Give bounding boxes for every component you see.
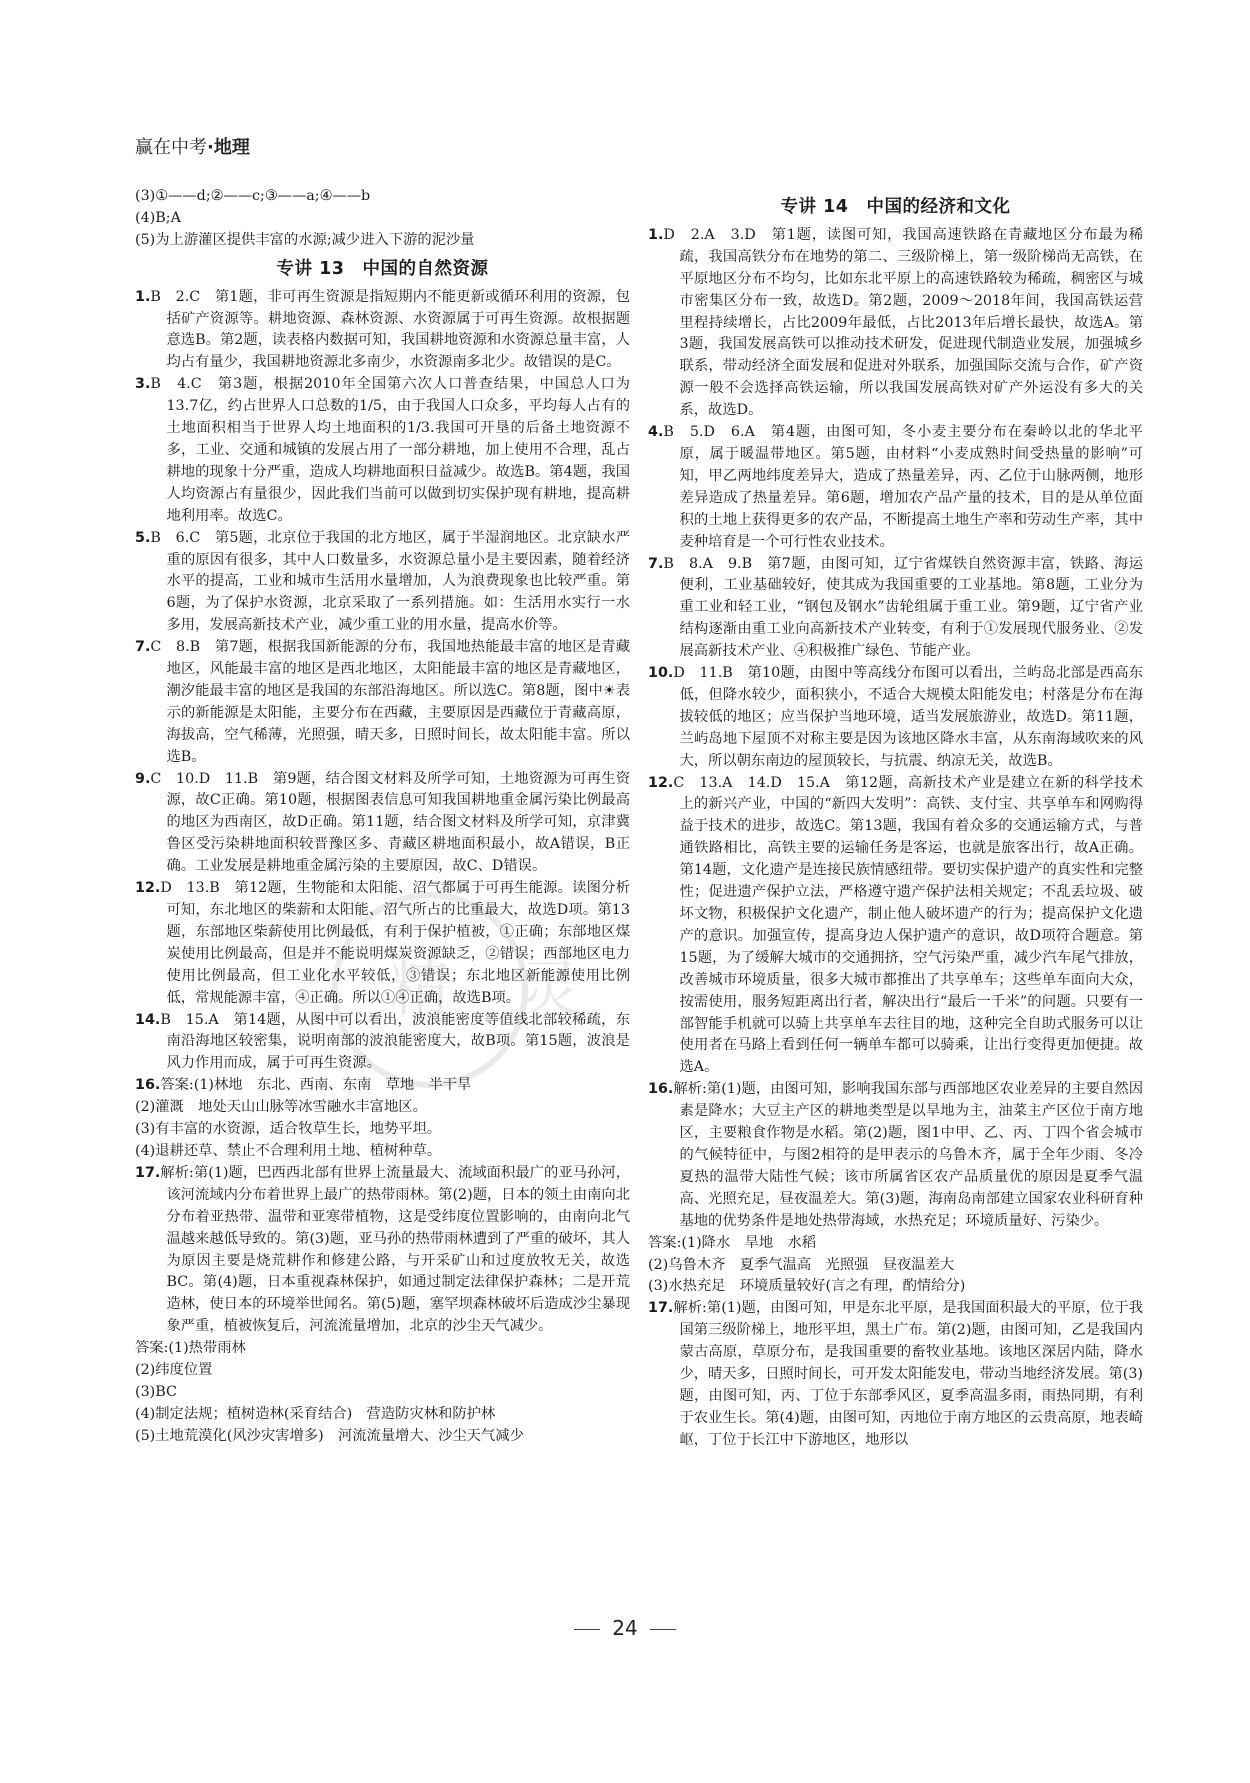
subject-name: 地理 [213,137,250,158]
question-number: 1. [135,288,151,305]
answer-item [135,1010,630,1076]
answer-text: (4)制定法规；植树造林(采育结合) 营造防灾林和防护林 [135,1405,496,1422]
answer-item [135,1426,630,1448]
question-number: 14. [135,1011,161,1028]
prev-answer-line: (3)①——d;②——c;③——a;④——b [135,188,371,204]
answer-text: B 8.A 9.B 第7题，由图可知，辽宁省煤铁自然资源丰富，铁路、海运便利，工业基础较好，使其成为我国重要的工业基地。第8题，工业分为重工业和轻工业，“钢包及钢水”齿轮组属于重工业。第9题，辽宁省产业结构逐渐由重工业向高新技术产业转变，有利于①发展现代服务业、②发展高新技术产业、④积极推广绿色、节能产业。 [663,555,1143,660]
answer-text: (4)退耕还草、禁止不合理利用土地、植树种草。 [135,1142,442,1159]
answer-text: (3)BC [135,1383,177,1400]
answer-item [648,1298,1143,1451]
answer-item [135,1163,630,1338]
answer-text: (3)水热充足 环境质量较好(言之有理，酌情给分) [648,1278,966,1295]
answer-text: 解析:第(1)题，由图可知，影响我国东部与西部地区农业差异的主要自然因素是降水；大豆主产区的耕地类型是以旱地为主，油菜主产区位于南方地区，主要粮食作物是水稻。第(2)题，图1中甲、乙、丙、丁四个省会城市的气候特征中，与图2相符的是甲表示的乌鲁木齐，属于全年少雨、冬冷夏热的温带大陆性气候；该市所属省区农产品质量优的原因是夏季气温高、光照充足，昼夜温差大。第(3)题，海南岛南部建立国家农业科研育种基地的优势条件是地处热带海域，水热充足；环境质量好、污染少。 [673,1081,1143,1229]
header-sep: · [207,137,214,158]
left-answer-list [135,287,630,1448]
answer-text: (2)乌鲁木齐 夏季气温高 光照强 昼夜温差大 [648,1256,955,1273]
answer-text: B 6.C 第5题，北京位于我国的北方地区，属于半湿润地区。北京缺水严重的原因有很多，其中人口数量多，水资源总量小是主要因素，随着经济水平的提高，工业和城市生活用水量增加，人为浪费现象也比较严重。第6题，为了保护水资源，北京采取了一系列措施。如：生活用水实行一水多用，发展高新技术产业，减少重工业的用水量，提高水价等。 [150,529,630,634]
answer-item [648,1233,1143,1255]
prev-answer-line: (5)为上游灌区提供丰富的水源;减少进入下游的泥沙量 [135,231,475,248]
question-number: 10. [648,665,674,682]
answer-item [135,878,630,1009]
question-number: 7. [648,555,664,572]
answer-item [135,1404,630,1426]
answer-text: B 15.A 第14题，从图中可以看出，波浪能密度等值线北部较稀疏，东南沿海地区较密集，说明南部的波浪能密度大，故B项。第15题，波浪是风力作用而成，属于可再生资源。 [160,1011,630,1072]
answer-item [135,637,630,768]
prev-answer-line: (4)B;A [135,209,181,226]
answer-text: (2)纬度位置 [135,1362,213,1379]
svg-text:精: 精 [390,955,450,1025]
answer-item [135,769,630,879]
question-number: 9. [135,770,151,787]
book-header [135,133,250,159]
answer-text: B 2.C 第1题，非可再生资源是指短期内不能更新或循环利用的资源，包括矿产资源等。耕地资源、森林资源、水资源属于可再生资源。故根据题意选B。第2题，读表格内数据可知，我国耕地资源和水资源总量丰富，人均占有量少，我国耕地资源北多南少，水资源南多北少。故错误的是C。 [150,288,630,371]
section-title-13: 专讲 13 中国的自然资源 [276,258,489,279]
answer-item [135,374,630,527]
left-column [135,186,630,1448]
question-number: 12. [648,774,674,791]
page-dash-left [574,1629,600,1630]
answer-text: 解析:第(1)题，巴西西北部有世界上流量最大、流域面积最广的亚马孙河，该河流域内分布着世界上最广的热带雨林。第(2)题，日本的领土由南向北分布着亚热带、温带和亚寒带植物，这是受纬度位置影响的，由南向北气温越来越低导致的。第(3)题，亚马孙的热带雨林遭到了严重的破坏，其人为原因主要是烧荒耕作和修建公路，与开采矿山和过度放牧无关，故选BC。第(4)题，日本重视森林保护，如通过制定法律保护森林；二是开荒造林，使日本的环境举世闻名。第(5)题，塞罕坝森林破坏后造成沙尘暴现象严重，植被恢复后，河流流量增加，北京的沙尘天气减少。 [160,1164,630,1335]
answer-item [135,528,630,638]
question-number: 12. [135,880,161,897]
section-title-14: 专讲 14 中国的经济和文化 [780,197,1011,217]
answer-text: (3)有丰富的水资源，适合牧草生长，地势平坦。 [135,1121,442,1138]
answer-item [648,1255,1143,1277]
answer-item [135,287,630,375]
question-number: 7. [135,639,151,656]
answer-item [135,1119,630,1141]
question-number: 17. [648,1300,674,1317]
question-number: 16. [135,1077,161,1094]
answer-text: D 11.B 第10题，由图中等高线分布图可以看出，兰屿岛北部是西高东低，但降水较少，面积狭小，不适合大规模太阳能发电；村落是分布在海拔较低的地区；应当保护当地环境，适当发展旅游业，故选D。第11题，兰屿岛地下屋顶不对称主要是因为该地区降水丰富，从东南海域吹来的风大，所以朝东南边的屋顶较长，与抗震、纳凉无关，故选B。 [673,665,1143,769]
answer-text: D 13.B 第12题，生物能和太阳能、沼气都属于可再生能源。读图分析可知，东北地区的柴薪和太阳能、沼气所占的比重最大，故选D项。第13题，东部地区柴薪使用比例最低，有利于保护植被，①正确；东部地区煤炭使用比例最高，但是并不能说明煤炭资源缺乏，②错误；西部地区电力使用比例最高，但工业化水平较低，③错误；东北地区新能源使用比例低，常规能源丰富，④正确。所以①④正确，故选B项。 [160,880,630,1006]
answer-item [648,225,1143,422]
question-number: 4. [648,424,664,441]
answer-text: B 4.C 第3题，根据2010年全国第六次人口普查结果，中国总人口为13.7亿，约占世界人口总数的1/5，由于我国人口众多，平均每人占有的土地面积相当于世界人均土地面积的1/3.我国可开垦的后备土地资源不多，工业、交通和城镇的发展占用了一部分耕地，加上使用不合理，乱占耕地的现象十分严重，造成人均耕地面积日益减少。故选B。第4题，我国人均资源占有量很少，因此我们当前可以做到切实保护现有耕地，提高耕地利用率。故选C。 [150,376,630,524]
answer-text: D 2.A 3.D 第1题，读图可知，我国高速铁路在青藏地区分布最为稀疏，我国高铁分布在地势的第二、三级阶梯上，第一级阶梯尚无高铁，在平原地区分布不均匀，比如东北平原上的高速铁路较为稀疏，稠密区与城市密集区分布一致，故选D。第2题，2009～2018年间，我国高铁运营里程持续增长，占比2009年最低，占比2013年后增长最快，故选A。第3题，我国发展高铁可以推动技术研发，促进现代制造业发展，加强城乡联系，带动经济全面发展和促进对外联系，加强国际交流与合作，矿产资源一般不会选择高铁运输，所以我国发展高铁对矿产外运没有多大的关系，故选D。 [663,226,1143,419]
answer-item [648,773,1143,1080]
question-number: 17. [135,1164,161,1181]
answer-text: (5)土地荒漠化(风沙灾害增多) 河流流量增大、沙尘天气减少 [135,1427,524,1444]
question-number: 3. [135,376,151,393]
answer-text: C 8.B 第7题，根据我国新能源的分布，我国地热能最丰富的地区是青藏地区，风能最丰富的地区是西北地区，太阳能最丰富的地区是青藏地区，潮汐能最丰富的地区是我国的东部沿海地区。所以选C。第8题，图中☀表示的新能源是太阳能，主要分布在西藏，主要原因是西藏位于青藏高原，海拔高，空气稀薄，光照强，晴天多，日照时间长，故太阳能丰富。所以选B。 [150,639,630,765]
answer-text: C 13.A 14.D 15.A 第12题，高新技术产业是建立在新的科学技术上的新兴产业，中国的“新四大发明”：高铁、支付宝、共享单车和网购得益于技术的进步，故选C。第13题，我国有着众多的交通运输方式，与普通铁路相比，高铁主要的运输任务是客运，也就是旅客出行，故A正确。第14题，文化遗产是连接民族情感纽带。要切实保护遗产的真实性和完整性；促进遗产保护立法，严格遵守遗产保护法相关规定；不乱丢垃圾、破坏文物，积极保护文化遗产，制止他人破坏遗产的行为；提高保护文化遗产的意识。加强宣传，提高身边人保护遗产的意识，故D项符合题意。第15题，为了缓解大城市的交通拥挤，空气污染严重，减少汽车尾气排放，改善城市环境质量，很多大城市都推出了共享单车；这些单车面向大众，按需使用，服务短距离出行者，解决出行“最后一千米”的问题。只要有一部智能手机就可以骑上共享单车去往目的地，这种完全自助式服务可以让使用者在马路上看到任何一辆单车都可以骑乘，让出行变得更加便捷。故选A。 [673,774,1143,1076]
answer-item [648,554,1143,664]
answer-item [135,1382,630,1404]
answer-text: 答案:(1)林地 东北、西南、东南 草地 半干旱 [160,1077,472,1094]
answer-text: C 10.D 11.B 第9题，结合图文材料及所学可知，土地资源为可再生资源，故C正确。第10题，根据图表信息可知我国耕地重金属污染比例最高的地区为西南区，故D正确。第11题，结合图文材料及所学可知，京津冀鲁区受污染耕地面积较晋豫区多、青藏区耕地面积最小，故A错误，B正确。工业发展是耕地重金属污染的主要原因，故C、D错误。 [150,770,630,875]
answer-item [648,422,1143,553]
page-number-text: 24 [612,1616,638,1640]
answer-item [648,663,1143,773]
answer-item [135,1141,630,1163]
answer-text: B 5.D 6.A 第4题，由图可知，冬小麦主要分布在秦岭以北的华北平原，属于暖温带地区。第5题，由材料“小麦成熟时间受热量的影响”可知，甲乙两地纬度差异大，造成了热量差异，丙、乙位于山脉两侧，地形差异造成了热量差异。第6题，增加农产品产量的技术，目的是从单位面积的土地上获得更多的农产品，不断提高土地生产率和劳动生产率，其中麦种培育是一个可行性农业技术。 [663,424,1143,550]
answer-item [648,1276,1143,1298]
right-answer-list [648,225,1143,1452]
answer-text: (2)灌溉 地处天山山脉等冰雪融水丰富地区。 [135,1099,427,1116]
answer-item [135,1360,630,1382]
answer-text: 解析:第(1)题，由图可知，甲是东北平原，是我国面积最大的平原，位于我国第三级阶梯上，地形平坦，黑土广布。第(2)题，由图可知，乙是我国内蒙古高原，草原分布，是我国重要的畜牧业基地。该地区深居内陆，降水少，晴天多，日照时间长，可开发太阳能发电，带动当地经济发展。第(3)题，由图可知，丙、丁位于东部季风区，夏季高温多雨，雨热同期，有利于农业生长。第(4)题，由图可知，丙地位于南方地区的云贵高原，地表崎岖，丁位于长江中下游地区，地形以 [673,1300,1143,1448]
answer-text: 答案:(1)降水 旱地 水稻 [648,1234,817,1251]
answer-item [135,1338,630,1360]
answer-item [135,1075,630,1097]
question-number: 16. [648,1081,674,1098]
answer-text: 答案:(1)热带雨林 [135,1340,246,1357]
answer-item [135,1097,630,1119]
svg-text:灵: 灵 [520,955,580,1025]
page-number [0,1616,1250,1640]
right-column [648,197,1143,1452]
answer-item [648,1079,1143,1232]
page-dash-right [650,1629,676,1630]
question-number: 5. [135,529,151,546]
series-name: 赢在中考 [135,137,207,158]
question-number: 1. [648,226,664,243]
